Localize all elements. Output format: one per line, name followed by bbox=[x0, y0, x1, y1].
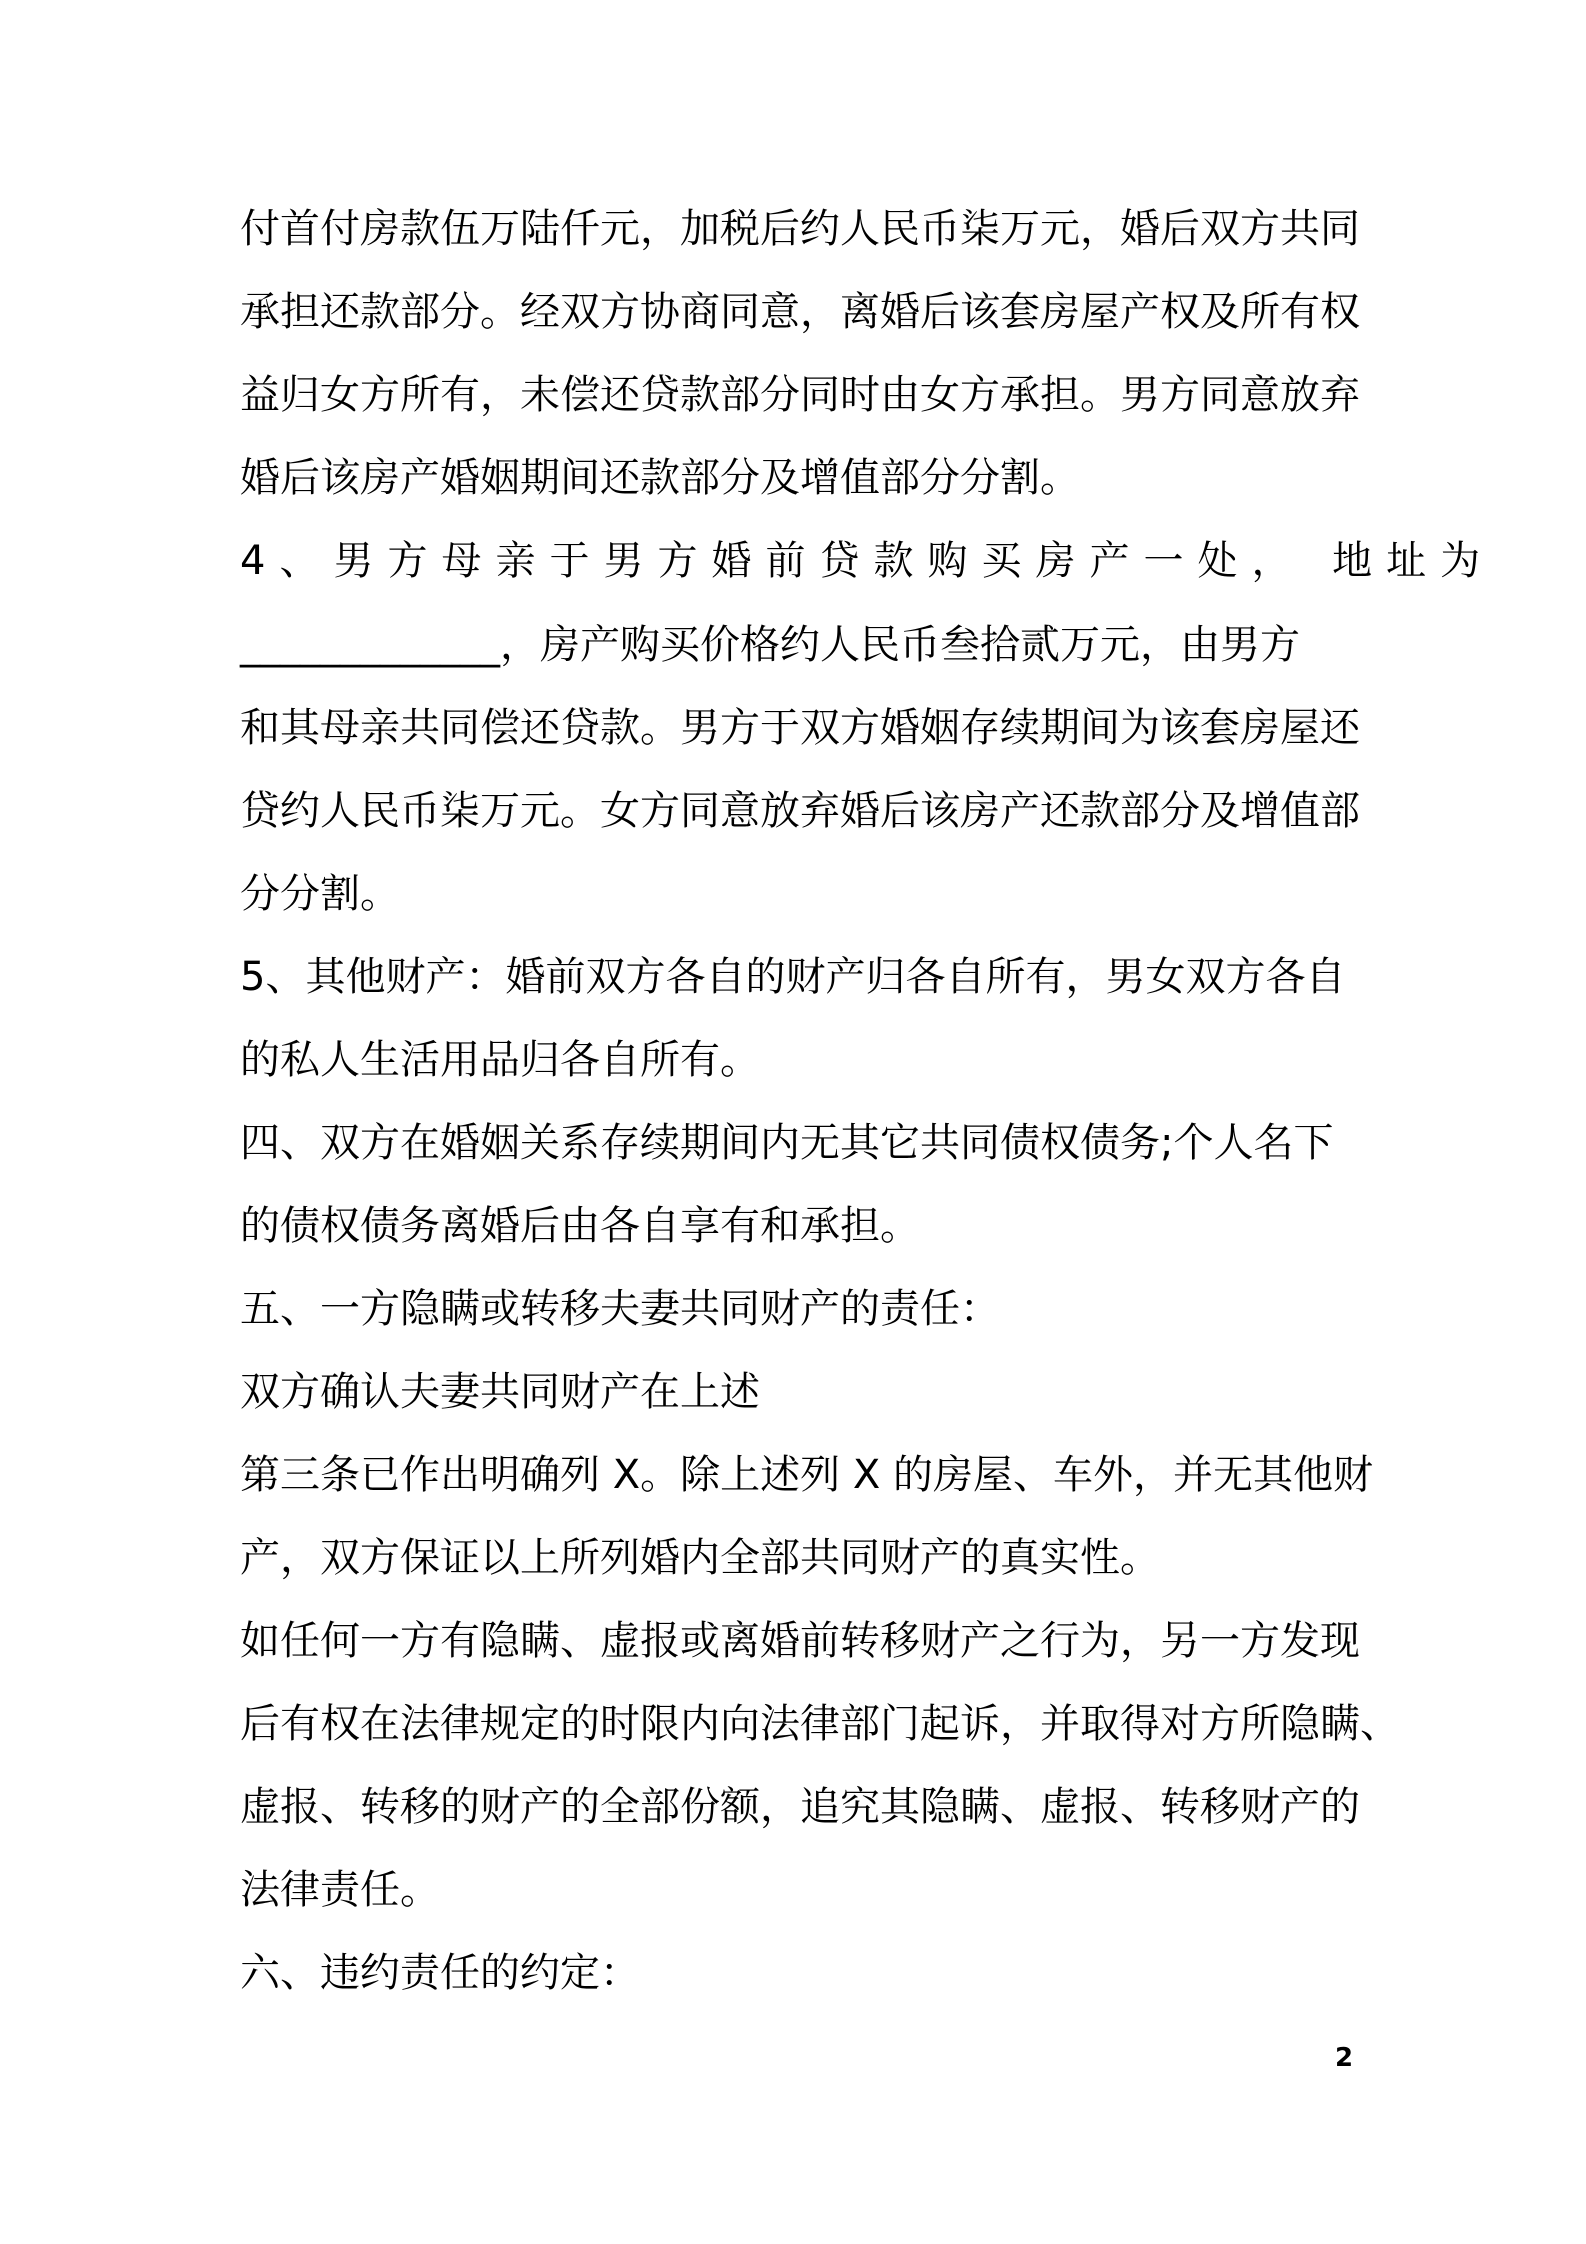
paragraph-line: 分分割。 bbox=[240, 871, 400, 917]
paragraph-line: 贷约人民币柒万元。女方同意放弃婚后该房产还款部分及增值部 bbox=[240, 788, 1360, 834]
paragraph-line: 如任何一方有隐瞒、虚报或离婚前转移财产之行为，另一方发现 bbox=[240, 1618, 1360, 1664]
paragraph-line: 产，双方保证以上所列婚内全部共同财产的真实性。 bbox=[240, 1535, 1160, 1581]
section-heading: 六、违约责任的约定： bbox=[240, 1950, 640, 1996]
paragraph-line: 承担还款部分。经双方协商同意，离婚后该套房屋产权及所有权 bbox=[240, 289, 1360, 335]
paragraph-line: 4、男方母亲于男方婚前贷款购买房产一处， 地址为 bbox=[240, 538, 1495, 584]
paragraph-line: 付首付房款伍万陆仟元，加税后约人民币柒万元，婚后双方共同 bbox=[240, 206, 1360, 252]
paragraph-line: 双方确认夫妻共同财产在上述 bbox=[240, 1369, 760, 1415]
page-number: 2 bbox=[1335, 2043, 1354, 2073]
paragraph-line: 婚后该房产婚姻期间还款部分及增值部分分割。 bbox=[240, 455, 1080, 501]
paragraph-line: 法律责任。 bbox=[240, 1867, 440, 1913]
paragraph-line: 的债权债务离婚后由各自享有和承担。 bbox=[240, 1203, 920, 1249]
paragraph-line: 益归女方所有，未偿还贷款部分同时由女方承担。男方同意放弃 bbox=[240, 372, 1360, 418]
paragraph-line: 和其母亲共同偿还贷款。男方于双方婚姻存续期间为该套房屋还 bbox=[240, 705, 1360, 751]
paragraph-line: _____________，房产购买价格约人民币叁拾贰万元，由男方 bbox=[240, 622, 1300, 668]
paragraph-line: 后有权在法律规定的时限内向法律部门起诉，并取得对方所隐瞒、 bbox=[240, 1701, 1400, 1747]
paragraph-line: 虚报、转移的财产的全部份额，追究其隐瞒、虚报、转移财产的 bbox=[240, 1784, 1360, 1830]
section-heading: 五、一方隐瞒或转移夫妻共同财产的责任： bbox=[240, 1286, 1000, 1332]
paragraph-line: 5、其他财产：婚前双方各自的财产归各自所有，男女双方各自 bbox=[240, 954, 1346, 1000]
paragraph-line: 的私人生活用品归各自所有。 bbox=[240, 1037, 760, 1083]
paragraph-line: 四、双方在婚姻关系存续期间内无其它共同债权债务;个人名下 bbox=[240, 1120, 1334, 1166]
paragraph-line: 第三条已作出明确列 X。除上述列 X 的房屋、车外，并无其他财 bbox=[240, 1452, 1373, 1498]
